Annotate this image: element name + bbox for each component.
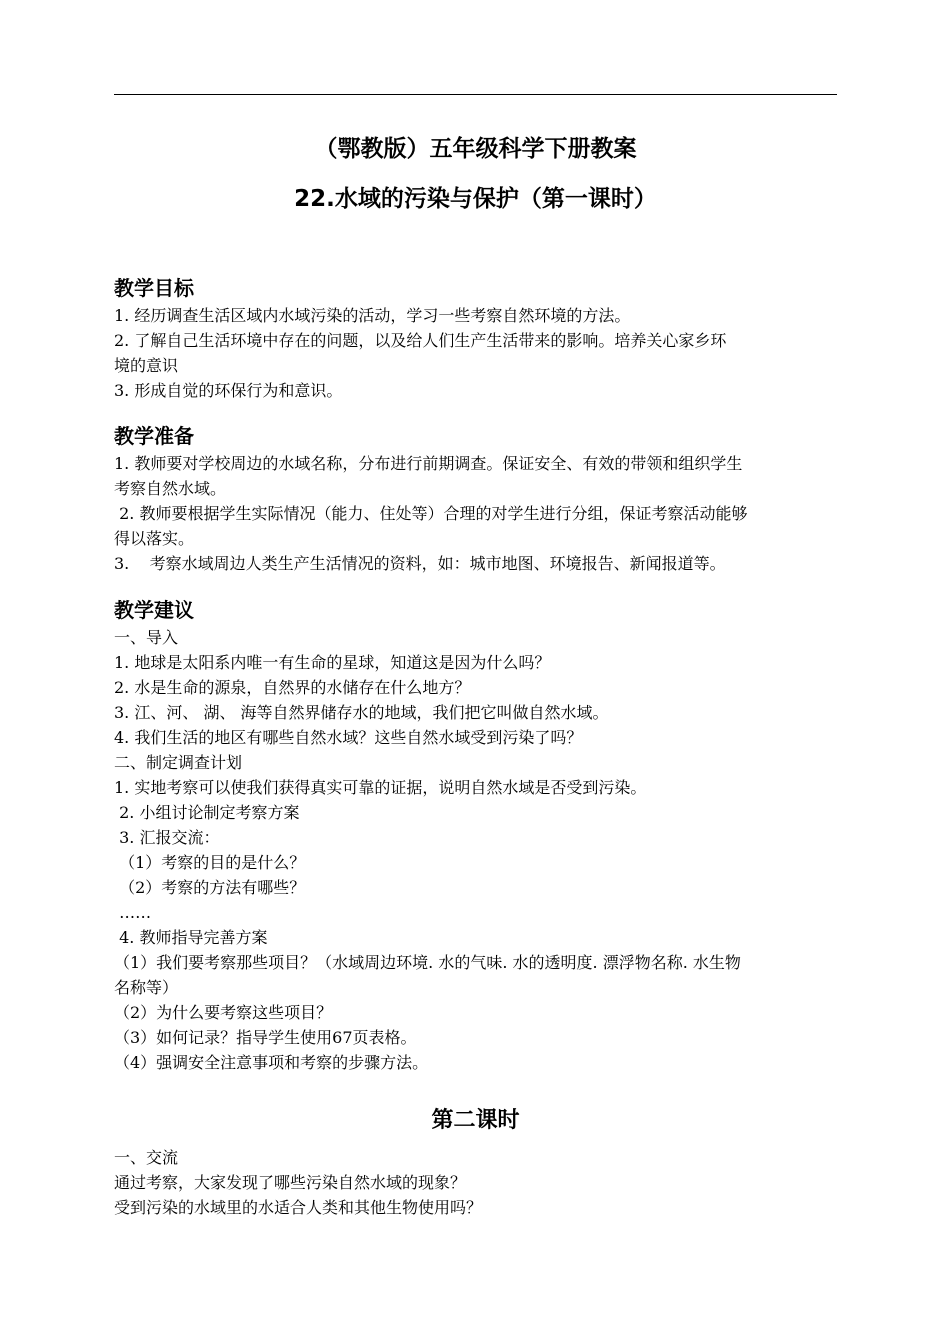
suggestion-line: （3）如何记录？指导学生使用67页表格。 [114, 1028, 417, 1047]
objective-line: 3. 形成自觉的环保行为和意识。 [114, 381, 343, 400]
suggestion-line: 名称等） [114, 978, 179, 997]
suggestion-line: 3. 江、河、 湖、 海等自然界储存水的地域，我们把它叫做自然水域。 [114, 703, 609, 722]
suggestion-line: （1）我们要考察那些项目？（水域周边环境. 水的气味. 水的透明度. 漂浮物名称. 水生物 [114, 953, 741, 972]
preparation-line: 2. 教师要根据学生实际情况（能力、住处等）合理的对学生进行分组，保证考察活动能够 [114, 504, 748, 523]
preparation-line: 得以落实。 [114, 529, 195, 548]
objective-line: 境的意识 [114, 356, 179, 375]
document-title: （鄂教版）五年级科学下册教案 [314, 136, 637, 162]
preparation-heading: 教学准备 [114, 424, 194, 448]
suggestion-line: 2. 小组讨论制定考察方案 [114, 803, 300, 822]
suggestion-line: …… [114, 903, 152, 922]
preparation-line: 1. 教师要对学校周边的水域名称，分布进行前期调查。保证安全、有效的带领和组织学生 [114, 454, 743, 473]
objectives-heading: 教学目标 [114, 276, 194, 300]
lesson2-line: 受到污染的水域里的水适合人类和其他生物使用吗？ [114, 1198, 483, 1217]
suggestions-section [114, 597, 838, 1075]
header-rule [114, 94, 837, 95]
suggestion-line: （2）为什么要考察这些项目？ [114, 1003, 333, 1022]
suggestion-line: 2. 水是生命的源泉，自然界的水储存在什么地方？ [114, 678, 471, 697]
lesson2-heading: 第二课时 [431, 1108, 520, 1133]
lesson2-line: 通过考察，大家发现了哪些污染自然水域的现象？ [114, 1173, 467, 1192]
suggestion-line: （2）考察的方法有哪些？ [114, 878, 306, 897]
suggestion-line: 4. 我们生活的地区有哪些自然水域？这些自然水域受到污染了吗？ [114, 728, 583, 747]
suggestion-line: 二、制定调查计划 [114, 753, 243, 772]
objectives-section [114, 275, 838, 403]
lesson2-section [114, 1145, 838, 1220]
preparation-line: 3. 考察水域周边人类生产生活情况的资料，如：城市地图、环境报告、新闻报道等。 [114, 554, 726, 573]
preparation-line: 考察自然水域。 [114, 479, 227, 498]
suggestion-line: 1. 实地考察可以使我们获得真实可靠的证据，说明自然水域是否受到污染。 [114, 778, 647, 797]
suggestion-line: （1）考察的目的是什么？ [114, 853, 306, 872]
suggestion-line: 4. 教师指导完善方案 [114, 928, 268, 947]
suggestion-line: 一、导入 [114, 628, 179, 647]
preparation-section [114, 423, 838, 576]
suggestions-heading: 教学建议 [114, 598, 194, 622]
objective-line: 2. 了解自己生活环境中存在的问题，以及给人们生产生活带来的影响。培养关心家乡环 [114, 331, 727, 350]
objective-line: 1. 经历调查生活区域内水域污染的活动，学习一些考察自然环境的方法。 [114, 306, 631, 325]
lesson-title: 22.水域的污染与保护（第一课时） [294, 186, 657, 212]
suggestion-line: 1. 地球是太阳系内唯一有生命的星球，知道这是因为什么吗？ [114, 653, 551, 672]
lesson2-line: 一、交流 [114, 1148, 179, 1167]
suggestion-line: （4）强调安全注意事项和考察的步骤方法。 [114, 1053, 429, 1072]
suggestion-line: 3. 汇报交流： [114, 828, 220, 847]
